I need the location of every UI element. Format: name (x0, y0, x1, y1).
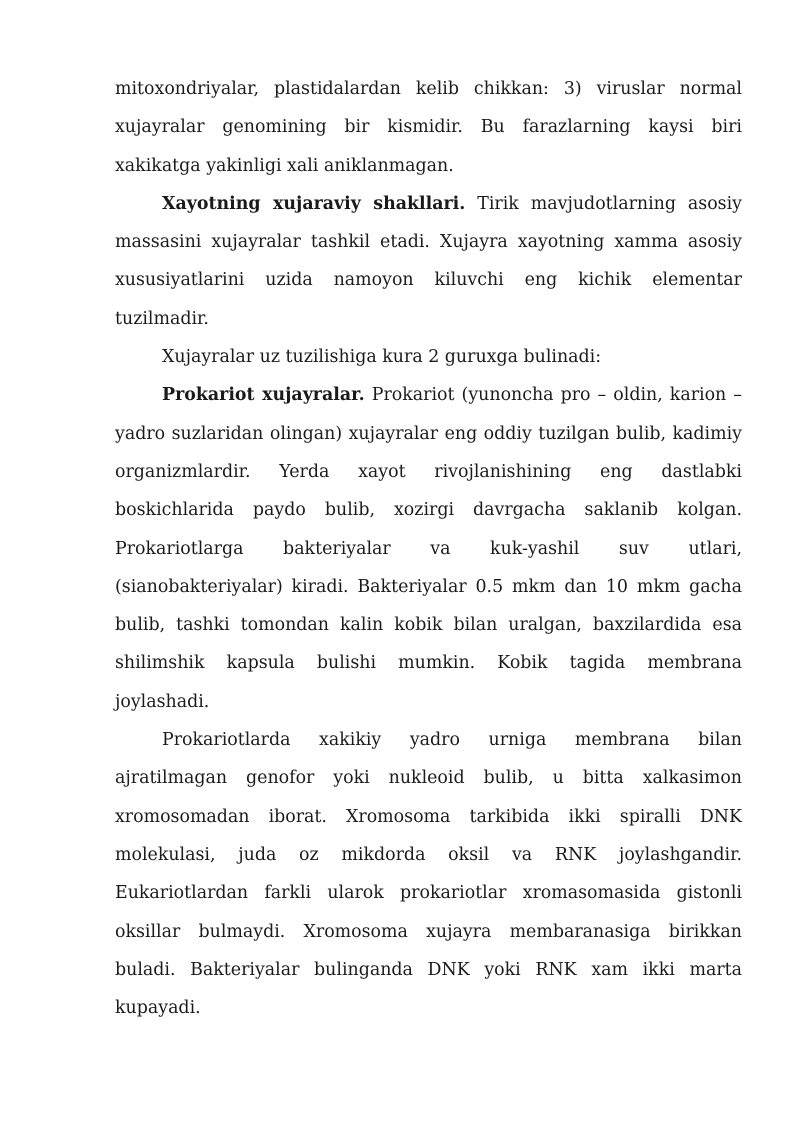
paragraph-prokaryote-nucleus (115, 721, 742, 1027)
paragraph-continuation (115, 70, 742, 185)
paragraph-cell-forms (115, 185, 742, 338)
paragraph-text: Xujayralar uz tuzilishiga kura 2 guruxga bulinadi: (162, 347, 602, 368)
section-heading: Prokariot xujayralar. (162, 385, 365, 406)
paragraph-text: mitoxondriyalar, plastidalardan kelib chikkan: 3) viruslar normal xujayralar genomining bir kismidir. Bu farazlarning kaysi biri xakikatga yakinligi xali aniklanmagan. (115, 79, 742, 176)
paragraph-text: Prokariot (yunoncha pro – oldin, karion – yadro suzlaridan olingan) xujayralar eng oddiy tuzilgan bulib, kadimiy organizmlardir. Yerda xayot rivojlanishining eng dastlabki boskichlarida paydo bulib, xozirgi davrgacha saklanib kolgan. Prokariotlarga bakteriyalar va kuk-yashil suv utlari, (sianobakteriyalar) kiradi. Bakteriyalar 0.5 mkm dan 10 mkm gacha bulib, tashki tomondan kalin kobik bilan uralgan, baxzilardida esa shilimshik kapsula bulishi mumkin. Kobik tagida membrana joylashadi. (115, 385, 742, 712)
section-heading: Xayotning xujaraviy shakllari. (162, 193, 466, 214)
paragraph-text: Prokariotlarda xakikiy yadro urniga membrana bilan ajratilmagan genofor yoki nukleoid bulib, u bitta xalkasimon xromosomadan iborat. Xromosoma tarkibida ikki spiralli DNK molekulasi, juda oz mikdorda oksil va RNK joylashgandir. Eukariotlardan farkli ularok prokariotlar xromasomasida gistonli oksillar bulmaydi. Xromosoma xujayra membaranasiga birikkan buladi. Bakteriyalar bulinganda DNK yoki RNK xam ikki marta kupayadi. (115, 730, 742, 1019)
paragraph-text: Tirik mavjudotlarning asosiy massasini xujayralar tashkil etadi. Xujayra xayotning xamma asosiy xususiyatlarini uzida namoyon kiluvchi eng kichik elementar tuzilmadir. (115, 193, 742, 329)
paragraph-cell-groups (115, 338, 742, 376)
paragraph-prokaryote-cells (115, 376, 742, 721)
